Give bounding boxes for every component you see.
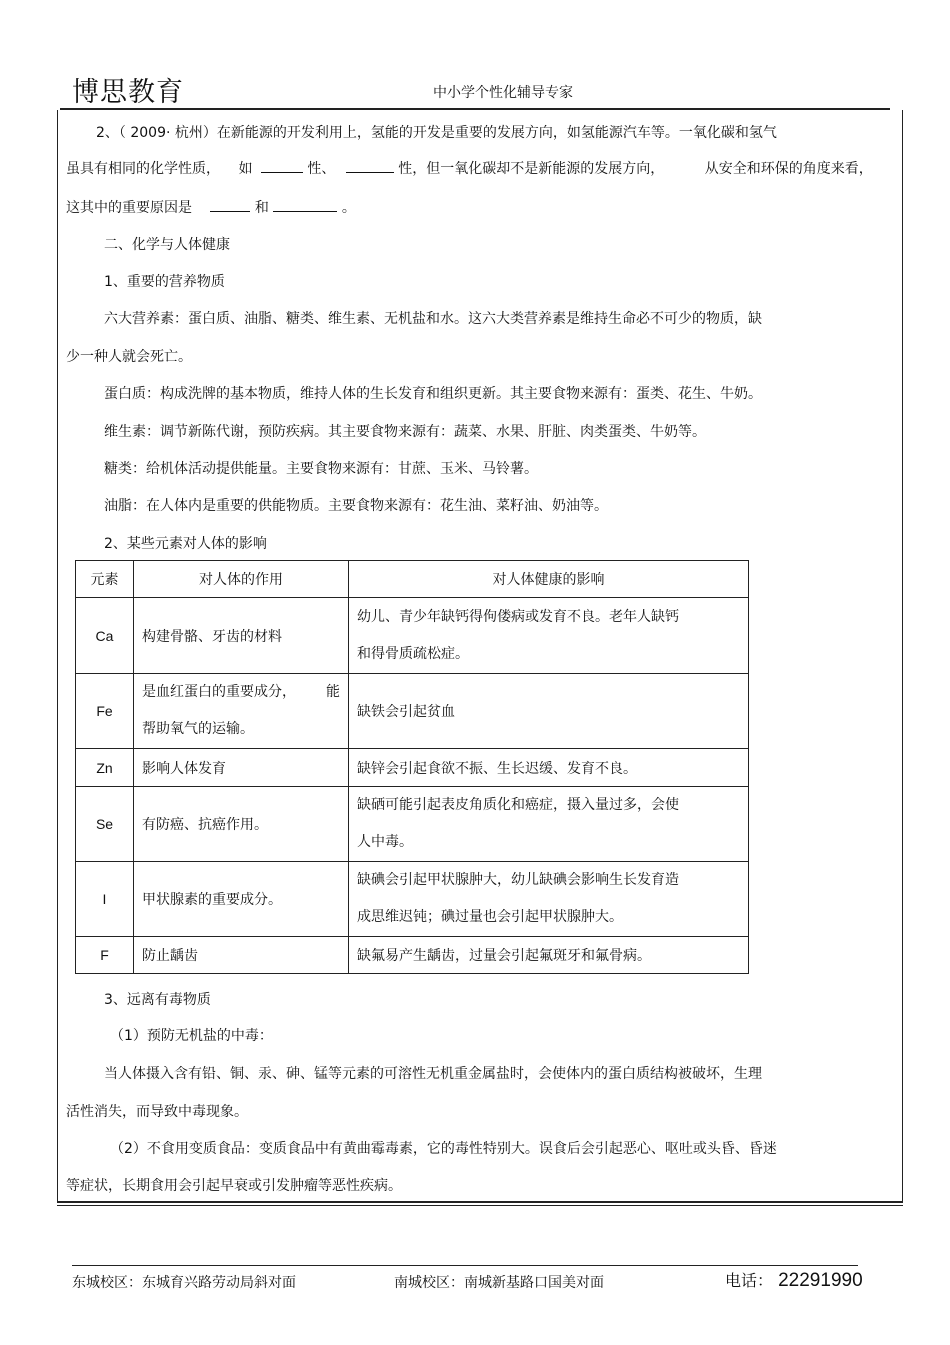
q2-l3-a: 这其中的重要原因是 [66, 200, 192, 216]
table-row [76, 674, 749, 749]
cell-role: 有防癌、抗癌作用。 [134, 787, 349, 862]
effect-line: 幼儿、青少年缺钙得佝偻病或发育不良。老年人缺钙 [357, 608, 679, 625]
question2-line1: 2、（ 2009· 杭州）在新能源的开发利用上，氢能的开发是重要的发展方向，如氢能源汽车等。一氧化碳和氢气 [96, 125, 777, 141]
effect-line: 和得骨质疏松症。 [357, 645, 469, 662]
cell-element: F [76, 937, 134, 974]
six-nutrients-line1: 六大营养素：蛋白质、油脂、糖类、维生素、无机盐和水。这六大类营养素是维持生命必不可少的物质，缺 [104, 311, 762, 327]
q2-l2-d: 性，但一氧化碳却不是新能源的发展方向， [398, 161, 665, 177]
q2-l2-a: 虽具有相同的化学性质， [66, 161, 220, 177]
cell-element: I [76, 862, 134, 937]
cell-role: 影响人体发育 [134, 749, 349, 787]
q2-l2-e: 从安全和环保的角度来看， [704, 161, 873, 177]
effect-line: 人中毒。 [357, 834, 413, 850]
cell-element: Ca [76, 598, 134, 674]
table-row [76, 937, 749, 974]
table-row [76, 862, 749, 937]
footer-south-campus: 南城校区：南城新基路口国美对面 [394, 1275, 604, 1291]
header-element: 元素 [76, 561, 134, 598]
phone-label: 电话： [725, 1271, 774, 1290]
cell-role: 构建骨骼、牙齿的材料 [134, 598, 349, 674]
cell-role: 甲状腺素的重要成分。 [134, 862, 349, 937]
section2-sub2: 2、某些元素对人体的影响 [104, 536, 267, 552]
poison-p2-line1: （2）不食用变质食品：变质食品中有黄曲霉毒素，它的毒性特别大。误食后会引起恶心、呕吐或头昏、昏迷 [110, 1141, 777, 1157]
cell-element: Zn [76, 749, 134, 787]
table-row [76, 749, 749, 787]
sugar-line: 糖类：给机体活动提供能量。主要食物来源有：甘蔗、玉米、马铃薯。 [104, 461, 538, 477]
role-line: 帮助氧气的运输。 [142, 721, 254, 737]
cell-effect: 缺铁会引起贫血 [349, 674, 749, 749]
header-rule [60, 108, 890, 110]
section2-sub1: 1、重要的营养物质 [104, 274, 225, 290]
header-effect: 对人体健康的影响 [349, 561, 749, 598]
cell-element: Se [76, 787, 134, 862]
poison-p2-line2: 等症状，长期食用会引起早衰或引发肿瘤等恶性疾病。 [66, 1178, 402, 1194]
poison-p1-line1: 当人体摄入含有铅、铜、汞、砷、锰等元素的可溶性无机重金属盐时，会使体内的蛋白质结构被破坏，生理 [104, 1066, 762, 1082]
six-nutrients-line2: 少一种人就会死亡。 [66, 349, 192, 365]
effect-line: 缺硒可能引起表皮角质化和癌症，摄入量过多，会使 [357, 797, 679, 813]
question2-line3 [66, 197, 356, 217]
q2-l2-c: 性、 [307, 161, 336, 177]
element-table [75, 560, 749, 974]
fat-line: 油脂：在人体内是重要的供能物质。主要食物来源有：花生油、菜籽油、奶油等。 [104, 498, 608, 514]
blank-2[interactable] [346, 158, 394, 173]
table-header-row [76, 561, 749, 598]
question2-line2 [66, 158, 873, 178]
cell-role [134, 674, 349, 749]
section2-title: 二、化学与人体健康 [104, 237, 230, 253]
blank-4[interactable] [273, 197, 337, 212]
q2-l3-b: 和 [254, 200, 269, 216]
effect-line: 缺碘会引起甲状腺肿大，幼儿缺碘会影响生长发育造 [357, 872, 679, 888]
footer-phone [725, 1268, 863, 1292]
cell-element: Fe [76, 674, 134, 749]
protein-line: 蛋白质：构成洗牌的基本物质，维持人体的生长发育和组织更新。其主要食物来源有：蛋类、花生、牛奶。 [104, 386, 762, 402]
footer-east-campus: 东城校区：东城育兴路劳动局斜对面 [72, 1275, 296, 1291]
frame-left [57, 110, 58, 1202]
phone-number: 22291990 [778, 1270, 863, 1291]
poison-p1-line2: 活性消失，而导致中毒现象。 [66, 1104, 248, 1120]
section3-sub3: 3、远离有毒物质 [104, 992, 211, 1008]
footer-rule [72, 1265, 858, 1266]
frame-bottom-2 [57, 1205, 903, 1206]
blank-1[interactable] [261, 158, 303, 173]
effect-line: 成思维迟钝；碘过量也会引起甲状腺肿大。 [357, 909, 623, 925]
q2-l2-b: 如 [238, 161, 253, 177]
cell-effect: 缺锌会引起食欲不振、生长迟缓、发育不良。 [349, 749, 749, 787]
cell-effect [349, 598, 749, 674]
frame-bottom [57, 1201, 903, 1203]
cell-effect [349, 787, 749, 862]
cell-effect [349, 862, 749, 937]
frame-right [902, 110, 903, 1202]
cell-role: 防止龋齿 [134, 937, 349, 974]
brand-slogan: 中小学个性化辅导专家 [433, 85, 573, 101]
blank-3[interactable] [210, 197, 250, 212]
table-row [76, 787, 749, 862]
poison-p1-title: （1）预防无机盐的中毒： [110, 1028, 273, 1044]
q2-l3-c: 。 [341, 200, 356, 216]
header-role: 对人体的作用 [134, 561, 349, 598]
brand-title: 博思教育 [72, 77, 184, 108]
table-row [76, 598, 749, 674]
role-line [142, 674, 340, 711]
role-line-text: 是血红蛋白的重要成分， [142, 684, 296, 700]
role-line-tail: 能 [326, 684, 340, 700]
vitamin-line: 维生素：调节新陈代谢，预防疾病。其主要食物来源有：蔬菜、水果、肝脏、肉类蛋类、牛奶等。 [104, 424, 706, 440]
cell-effect: 缺氟易产生龋齿，过量会引起氟斑牙和氟骨病。 [349, 937, 749, 974]
